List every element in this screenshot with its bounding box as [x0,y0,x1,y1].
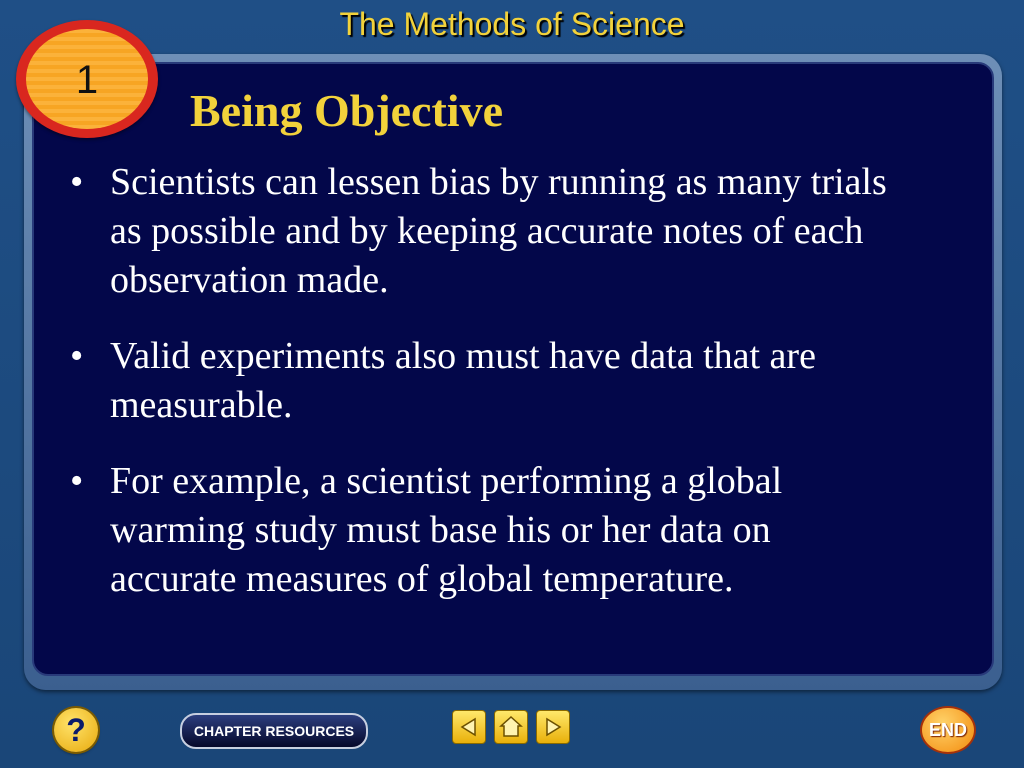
help-button[interactable] [54,708,98,752]
end-icon: END [928,720,967,740]
home-button[interactable] [494,710,528,744]
bullet-item [70,457,930,604]
home-icon [495,711,527,743]
bullet-item [70,158,930,305]
previous-arrow-icon [453,711,485,743]
next-arrow-icon [537,711,569,743]
bullet-list [70,158,930,631]
bullet-marker: • [70,460,84,502]
next-button[interactable] [536,710,570,744]
bullet-text: For example, a scientist performing a global warming study must base his or her data on accurate measures of global temperature. [110,460,783,600]
previous-button[interactable] [452,710,486,744]
chapter-resources-button[interactable]: CHAPTER RESOURCES [180,713,368,749]
end-button[interactable] [920,706,976,754]
bullet-text: Scientists can lessen bias by running as many trials as possible and by keeping accurate notes of each observation made. [110,161,887,301]
section-badge [16,20,158,138]
bullet-text: Valid experiments also must have data that are measurable. [110,335,816,426]
slide-heading: Being Objective [190,85,503,136]
bullet-marker: • [70,335,84,377]
section-number: 1 [75,58,99,102]
bullet-item [70,332,930,430]
help-icon: ? [66,712,86,748]
bullet-marker: • [70,161,84,203]
presentation-title: The Methods of Science [339,6,685,42]
